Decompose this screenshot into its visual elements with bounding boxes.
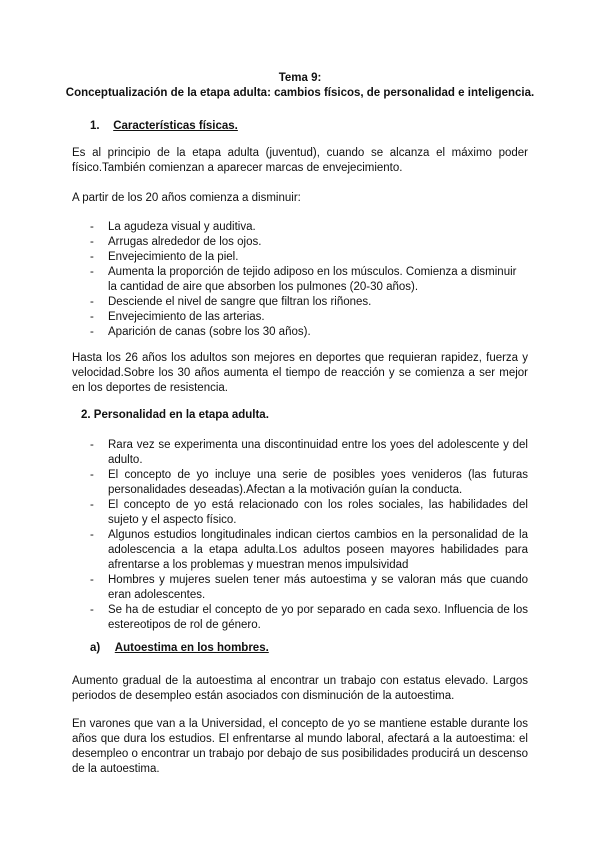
section1-lead: A partir de los 20 años comienza a disminuir: bbox=[72, 192, 301, 204]
list-item: - Aparición de canas (sobre los 30 años). bbox=[72, 325, 528, 340]
section1-closing: Hasta los 26 años los adultos son mejores en deportes que requieran rapidez, fuerza y velocidad.Sobre los 30 años aumenta el tiempo de reacción y se comienza a ser mejor en los deportes de resistencia. bbox=[72, 352, 528, 394]
sectionA-label: a) bbox=[90, 642, 101, 654]
list-item: - La agudeza visual y auditiva. bbox=[72, 220, 528, 235]
section2-list bbox=[72, 438, 528, 633]
section1-heading bbox=[90, 119, 238, 134]
topic-label: Tema 9: bbox=[278, 72, 322, 84]
section1-intro: Es al principio de la etapa adulta (juventud), cuando se alcanza el máximo poder físico.También comienzan a aparecer marcas de envejecimiento. bbox=[72, 147, 528, 174]
list-item: - El concepto de yo incluye una serie de posibles yoes venideros (las futuras personalidades deseadas).Afectan a la motivación guían la conducta. bbox=[72, 468, 528, 498]
list-item: - Arrugas alrededor de los ojos. bbox=[72, 235, 528, 250]
section2-heading: 2. Personalidad en la etapa adulta. bbox=[81, 409, 269, 421]
list-item: - Desciende el nivel de sangre que filtran los riñones. bbox=[72, 295, 528, 310]
sectionA-para1: Aumento gradual de la autoestima al encontrar un trabajo con estatus elevado. Largos periodos de desempleo están asociados con disminución de la autoestima. bbox=[72, 675, 528, 702]
sectionA-heading bbox=[90, 641, 269, 656]
list-item: - Envejecimiento de las arterias. bbox=[72, 310, 528, 325]
section1-title: Características físicas. bbox=[113, 120, 238, 132]
list-item: - Algunos estudios longitudinales indican ciertos cambios en la personalidad de la adolescencia a la etapa adulta.Los adultos poseen mayores habilidades para afrentarse a los problemas y muestran menos impulsividad bbox=[72, 528, 528, 573]
section1-list bbox=[72, 220, 528, 340]
document-title: Conceptualización de la etapa adulta: cambios físicos, de personalidad e inteligencia. bbox=[65, 87, 535, 99]
list-item: - Aumenta la proporción de tejido adiposo en los músculos. Comienza a disminuir la cantidad de aire que absorben los pulmones (20-30 años). bbox=[72, 265, 528, 295]
list-item: - Rara vez se experimenta una discontinuidad entre los yoes del adolescente y del adulto. bbox=[72, 438, 528, 468]
section1-number: 1. bbox=[90, 120, 100, 132]
sectionA-para2: En varones que van a la Universidad, el concepto de yo se mantiene estable durante los años que dura los estudios. El enfrentarse al mundo laboral, afectará a la autoestima: el desempleo o encontrar un trabajo por debajo de sus posibilidades producirá un descenso de la autoestima. bbox=[72, 718, 528, 775]
sectionA-title: Autoestima en los hombres. bbox=[114, 642, 269, 654]
list-item: - Envejecimiento de la piel. bbox=[72, 250, 528, 265]
list-item: - El concepto de yo está relacionado con los roles sociales, las habilidades del sujeto y el aspecto físico. bbox=[72, 498, 528, 528]
list-item: - Se ha de estudiar el concepto de yo por separado en cada sexo. Influencia de los estereotipos de rol de género. bbox=[72, 603, 528, 633]
list-item: - Hombres y mujeres suelen tener más autoestima y se valoran más que cuando eran adolescentes. bbox=[72, 573, 528, 603]
